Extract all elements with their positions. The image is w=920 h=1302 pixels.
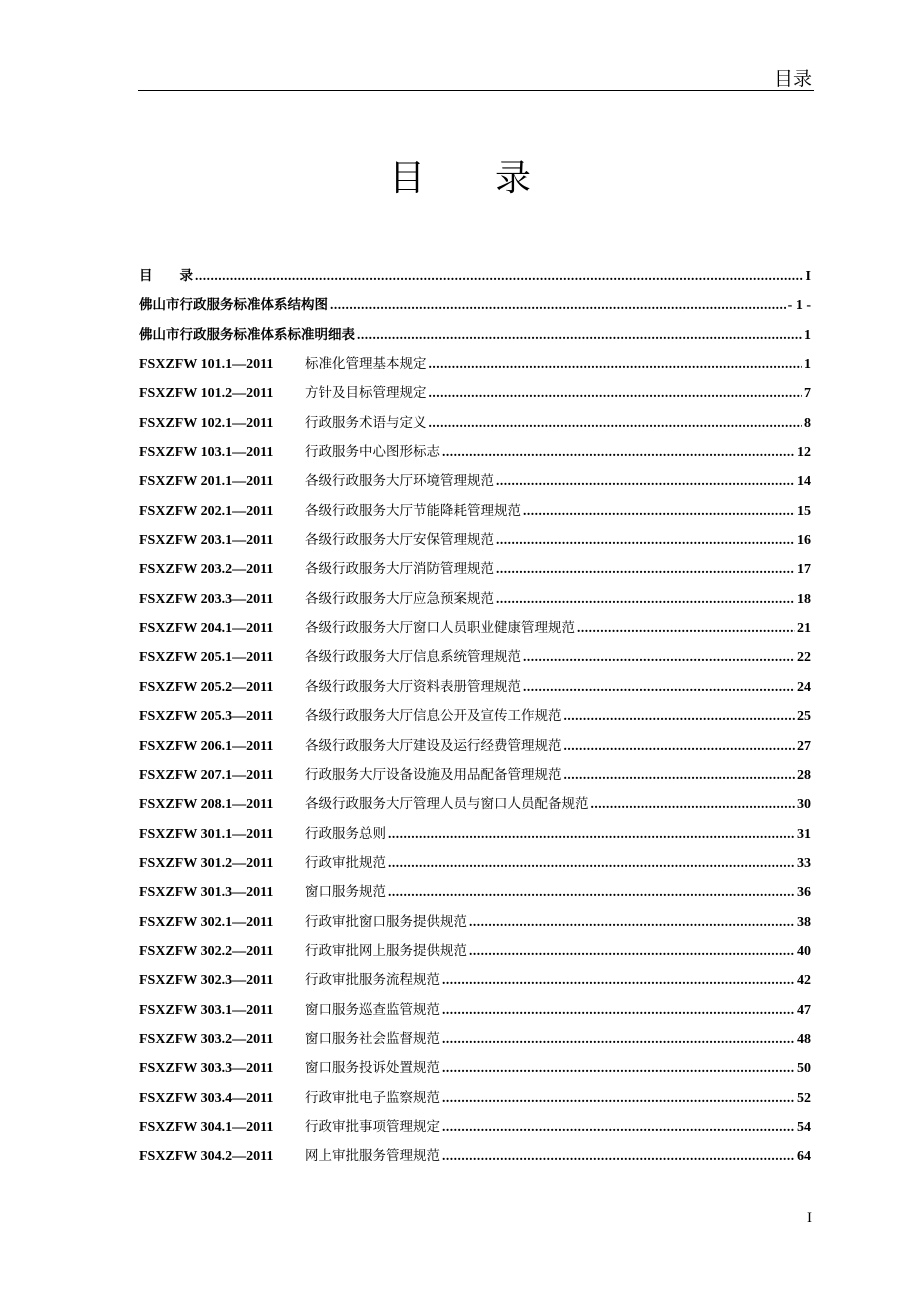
toc-entry-page: 47 (797, 1002, 811, 1018)
toc-entry-code: FSXZFW 204.1—2011 (139, 621, 274, 637)
toc-entry-page: I (805, 269, 811, 284)
toc-entry-title: 各级行政服务大厅应急预案规范 (305, 590, 494, 607)
toc-entry-title: 方针及目标管理规定 (305, 385, 427, 402)
dot-leader (442, 444, 795, 460)
toc-entry[interactable] (139, 557, 811, 586)
toc-entry-page: 25 (797, 709, 811, 725)
toc-entry-code: FSXZFW 203.2—2011 (139, 562, 274, 578)
toc-entry-code: FSXZFW 303.2—2011 (139, 1031, 274, 1047)
header-rule (138, 90, 814, 91)
toc-entry-code: FSXZFW 301.2—2011 (139, 855, 274, 871)
toc-entry-title: 窗口服务投诉处置规范 (305, 1060, 440, 1077)
toc-entry-page: 1 (804, 327, 811, 343)
dot-leader (591, 796, 796, 812)
dot-leader (442, 972, 795, 988)
toc-entry-page: 31 (797, 826, 811, 842)
toc-entry-code: FSXZFW 101.2—2011 (139, 386, 274, 402)
toc-entry-code: FSXZFW 301.1—2011 (139, 826, 274, 842)
toc-entry-page: 18 (797, 591, 811, 607)
dot-leader (429, 356, 803, 372)
dot-leader (429, 385, 803, 401)
toc-entry[interactable] (139, 352, 811, 381)
toc-entry-page: 15 (797, 503, 811, 519)
toc-entry-title: 各级行政服务大厅环境管理规范 (305, 473, 494, 490)
toc-entry[interactable] (139, 1086, 811, 1115)
toc-entry-page: 1 (804, 357, 811, 373)
toc-entry[interactable] (139, 587, 811, 616)
toc-entry[interactable] (139, 528, 811, 557)
toc-entry-page: 40 (797, 943, 811, 959)
toc-entry-title: 各级行政服务大厅管理人员与窗口人员配备规范 (305, 796, 589, 813)
toc-entry-page: 64 (797, 1149, 811, 1165)
toc-entry[interactable] (139, 734, 811, 763)
toc-entry-page: 8 (804, 415, 811, 431)
toc-entry[interactable] (139, 440, 811, 469)
toc-entry[interactable] (139, 1056, 811, 1085)
toc-entry-title: 行政服务术语与定义 (305, 414, 427, 431)
toc-entry-code: FSXZFW 202.1—2011 (139, 503, 274, 519)
toc-entry[interactable] (139, 469, 811, 498)
toc-entry-title: 各级行政服务大厅信息系统管理规范 (305, 649, 521, 666)
toc-entry-code: FSXZFW 103.1—2011 (139, 445, 274, 461)
toc-entry[interactable] (139, 1144, 811, 1173)
toc-entry-code: FSXZFW 205.1—2011 (139, 650, 274, 666)
toc-entry[interactable] (139, 1115, 811, 1144)
dot-leader (577, 620, 795, 636)
toc-entry-code: FSXZFW 302.2—2011 (139, 943, 274, 959)
toc-entry-page: 24 (797, 679, 811, 695)
toc-entry[interactable] (139, 880, 811, 909)
toc-entry-page: 54 (797, 1119, 811, 1135)
toc-entry-page: 50 (797, 1061, 811, 1077)
dot-leader (496, 591, 795, 607)
dot-leader (564, 738, 796, 754)
toc-entry-page: 48 (797, 1031, 811, 1047)
toc-entry-title: 窗口服务规范 (305, 884, 386, 901)
toc-entry-code: FSXZFW 205.2—2011 (139, 679, 274, 695)
dot-leader (442, 1090, 795, 1106)
toc-entry-title: 行政审批事项管理规定 (305, 1118, 440, 1135)
toc-entry-title: 各级行政服务大厅资料表册管理规范 (305, 678, 521, 695)
toc-entry[interactable] (139, 411, 811, 440)
toc-entry[interactable] (139, 264, 811, 293)
toc-entry[interactable] (139, 822, 811, 851)
toc-entry-page: 27 (797, 738, 811, 754)
toc-entry-code: FSXZFW 101.1—2011 (139, 357, 274, 373)
toc-entry-page: 14 (797, 474, 811, 490)
toc-entry[interactable] (139, 499, 811, 528)
dot-leader (523, 679, 795, 695)
toc-entry-title: 行政审批窗口服务提供规范 (305, 913, 467, 930)
toc-entry[interactable] (139, 968, 811, 997)
toc-entry-code: FSXZFW 303.3—2011 (139, 1061, 274, 1077)
toc-entry-title: 行政审批规范 (305, 854, 386, 871)
toc-entry-title: 各级行政服务大厅节能降耗管理规范 (305, 502, 521, 519)
dot-leader (330, 297, 786, 313)
toc-entry-code: FSXZFW 208.1—2011 (139, 797, 274, 813)
dot-leader (523, 503, 795, 519)
toc-entry[interactable] (139, 939, 811, 968)
toc-entry-page: 36 (797, 885, 811, 901)
toc-entry-title: 行政服务总则 (305, 825, 386, 842)
toc-entry-title: 各级行政服务大厅信息公开及宣传工作规范 (305, 708, 562, 725)
toc-entry-page: 42 (797, 973, 811, 989)
toc-entry[interactable] (139, 851, 811, 880)
dot-leader (442, 1060, 795, 1076)
toc-entry-title: 网上审批服务管理规范 (305, 1148, 440, 1165)
toc-entry-code: FSXZFW 302.1—2011 (139, 914, 274, 930)
dot-leader (469, 943, 795, 959)
toc-entry-code: FSXZFW 303.1—2011 (139, 1002, 274, 1018)
dot-leader (442, 1148, 795, 1164)
toc-entry-code: FSXZFW 207.1—2011 (139, 767, 274, 783)
footer-page-number: I (807, 1210, 812, 1226)
toc-entry-title: 目 录 (139, 268, 193, 284)
toc-entry[interactable] (139, 381, 811, 410)
toc-entry-code: FSXZFW 203.1—2011 (139, 533, 274, 549)
toc-entry-title: 行政审批电子监察规范 (305, 1089, 440, 1106)
toc-entry-page: 22 (797, 650, 811, 666)
toc-entry[interactable] (139, 704, 811, 733)
toc-entry[interactable] (139, 616, 811, 645)
toc-entry-title: 标准化管理基本规定 (305, 356, 427, 373)
dot-leader (429, 415, 803, 431)
toc-entry-title: 各级行政服务大厅安保管理规范 (305, 532, 494, 549)
dot-leader (496, 561, 795, 577)
toc-entry[interactable] (139, 293, 811, 322)
toc-entry-page: 33 (797, 855, 811, 871)
toc-entry[interactable] (139, 1027, 811, 1056)
toc-entry-title: 佛山市行政服务标准体系标准明细表 (139, 326, 355, 343)
dot-leader (469, 914, 795, 930)
toc-entry-title: 窗口服务巡查监管规范 (305, 1001, 440, 1018)
toc-entry-code: FSXZFW 303.4—2011 (139, 1090, 274, 1106)
dot-leader (442, 1031, 795, 1047)
toc-entry-page: 12 (797, 445, 811, 461)
toc-entry-title: 各级行政服务大厅建设及运行经费管理规范 (305, 737, 562, 754)
toc-entry-title: 行政服务大厅设备设施及用品配备管理规范 (305, 766, 562, 783)
toc-entry-page: 7 (804, 386, 811, 402)
dot-leader (442, 1002, 795, 1018)
toc-entry-page: 30 (797, 797, 811, 813)
dot-leader (523, 649, 795, 665)
toc-entry-page: 17 (797, 562, 811, 578)
toc-entry-title: 行政审批网上服务提供规范 (305, 942, 467, 959)
toc-entry-title: 各级行政服务大厅消防管理规范 (305, 561, 494, 578)
toc-entry-page: 38 (797, 914, 811, 930)
dot-leader (388, 855, 795, 871)
toc-entry[interactable] (139, 323, 811, 352)
toc-entry-code: FSXZFW 201.1—2011 (139, 474, 274, 490)
toc-entry-page: 28 (797, 767, 811, 783)
toc-entry-page: 21 (797, 621, 811, 637)
toc-entry-page: 16 (797, 533, 811, 549)
dot-leader (442, 1119, 795, 1135)
toc-entry[interactable] (139, 792, 811, 821)
dot-leader (564, 767, 796, 783)
toc-entry[interactable] (139, 645, 811, 674)
dot-leader (388, 884, 795, 900)
toc-entry-code: FSXZFW 301.3—2011 (139, 885, 274, 901)
toc-entry-code: FSXZFW 205.3—2011 (139, 709, 274, 725)
dot-leader (195, 268, 804, 284)
toc-entry-title: 行政服务中心图形标志 (305, 444, 440, 461)
dot-leader (388, 826, 795, 842)
running-header: 目录 (773, 68, 812, 90)
toc-entry-title: 佛山市行政服务标准体系结构图 (139, 297, 328, 314)
toc-entry-code: FSXZFW 206.1—2011 (139, 738, 274, 754)
toc-entry-code: FSXZFW 102.1—2011 (139, 415, 274, 431)
toc-entry-page: 52 (797, 1090, 811, 1106)
dot-leader (496, 473, 795, 489)
toc-entry-code: FSXZFW 302.3—2011 (139, 973, 274, 989)
dot-leader (564, 708, 796, 724)
table-of-contents (139, 264, 811, 1174)
toc-entry-code: FSXZFW 304.1—2011 (139, 1119, 274, 1135)
toc-entry[interactable] (139, 910, 811, 939)
toc-entry-title: 行政审批服务流程规范 (305, 972, 440, 989)
toc-entry-title: 各级行政服务大厅窗口人员职业健康管理规范 (305, 620, 575, 637)
toc-entry[interactable] (139, 675, 811, 704)
toc-entry-title: 窗口服务社会监督规范 (305, 1030, 440, 1047)
dot-leader (496, 532, 795, 548)
dot-leader (357, 327, 802, 343)
toc-entry-code: FSXZFW 203.3—2011 (139, 591, 274, 607)
toc-entry-page: - 1 - (787, 298, 811, 314)
toc-entry-code: FSXZFW 304.2—2011 (139, 1149, 274, 1165)
toc-entry[interactable] (139, 998, 811, 1027)
toc-entry[interactable] (139, 763, 811, 792)
page-title: 目录 (388, 158, 601, 199)
